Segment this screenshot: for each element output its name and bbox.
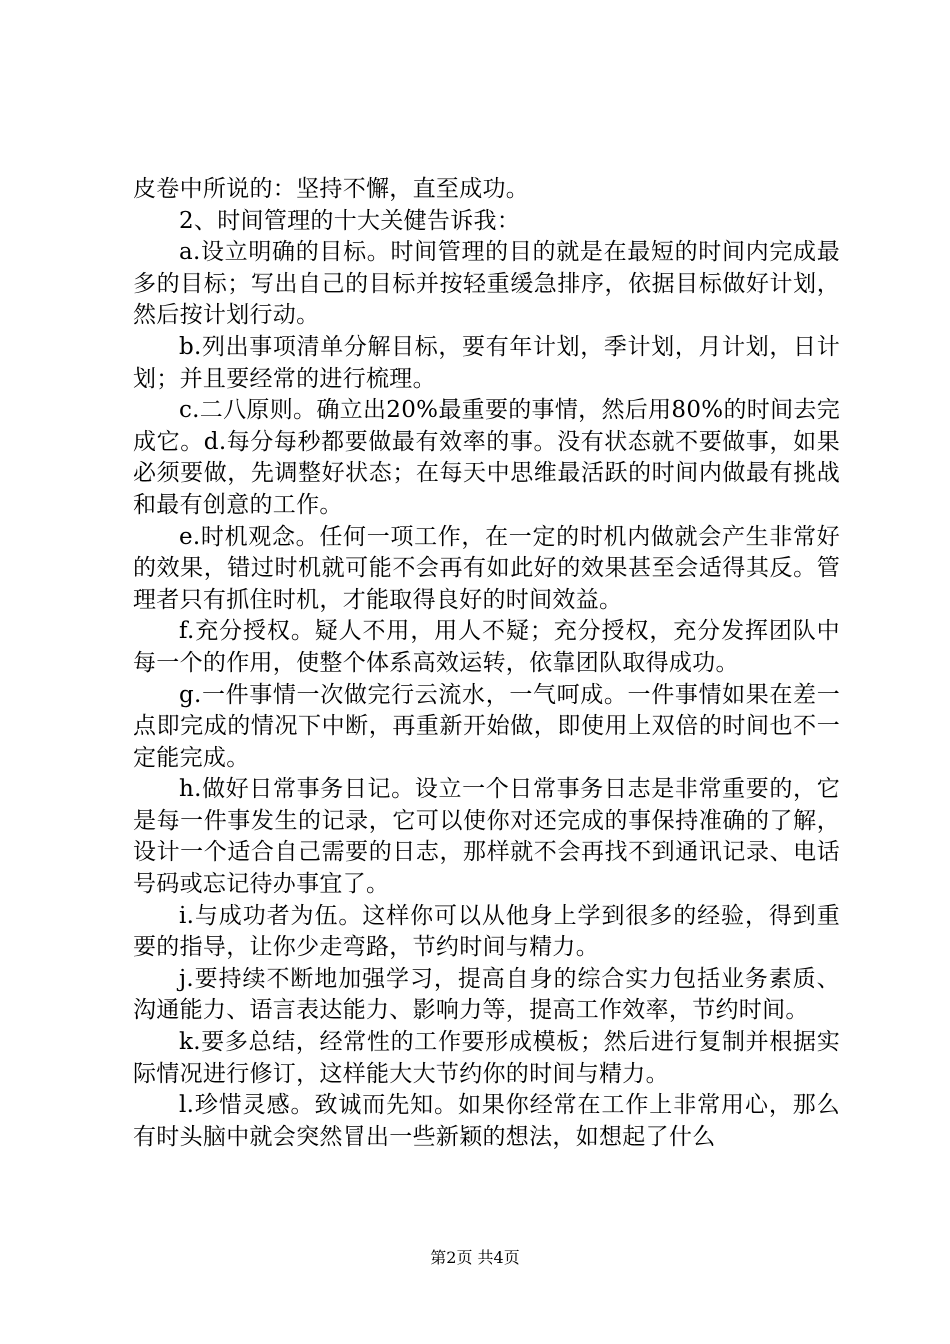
paragraph-item-j: j.要持续不断地加强学习，提高自身的综合实力包括业务素质、沟通能力、语言表达能力、影响力等，提高工作效率，节约时间。 [133,965,840,1024]
paragraph-item-g: g.一件事情一次做完行云流水，一气呵成。一件事情如果在差一点即完成的情况下中断，再重新开始做，即使用上双倍的时间也不一定能完成。 [133,681,840,771]
paragraph-item-l: l.珍惜灵感。致诚而先知。如果你经常在工作上非常用心，那么有时头脑中就会突然冒出一些新颖的想法，如想起了什么 [133,1092,840,1150]
paragraph-item-b: b.列出事项清单分解目标，要有年计划，季计划，月计划，日计划；并且要经常的进行梳理。 [133,333,840,392]
paragraph-item-f: f.充分授权。疑人不用，用人不疑；充分授权，充分发挥团队中每一个的作用，使整个体系高效运转，依靠团队取得成功。 [133,618,840,676]
paragraph-item-k: k.要多总结，经常性的工作要形成模板；然后进行复制并根据实际情况进行修订，这样能大大节约你的时间与精力。 [133,1029,840,1087]
document-body [133,174,840,1153]
paragraph-item-a: a.设立明确的目标。时间管理的目的就是在最短的时间内完成最多的目标；写出自己的目标并按轻重缓急排序，依据目标做好计划，然后按计划行动。 [133,239,840,329]
paragraph-item-e: e.时机观念。任何一项工作，在一定的时机内做就会产生非常好的效果，错过时机就可能不会再有如此好的效果甚至会适得其反。管理者只有抓住时机，才能取得良好的时间效益。 [133,523,840,613]
paragraph-item-h: h.做好日常事务日记。设立一个日常事务日志是非常重要的，它是每一件事发生的记录，它可以使你对还完成的事保持准确的了解，设计一个适合自己需要的日志，那样就不会再找不到通讯记录、电话号码或忘记待办事宜了。 [133,776,840,898]
page-number-footer: 第2页 共4页 [430,1248,520,1267]
paragraph-item-i: i.与成功者为伍。这样你可以从他身上学到很多的经验，得到重要的指导，让你少走弯路，节约时间与精力。 [133,902,840,961]
paragraph-continuation: 皮卷中所说的：坚持不懈，直至成功。 [133,176,530,202]
paragraph-item-c-d: c.二八原则。确立出20%最重要的事情，然后用80%的时间去完成它。d.每分每秒都要做最有效率的事。没有状态就不要做事，如果必须要做，先调整好状态；在每天中思维最活跃的时间内做最有挑战和最有创意的工作。 [133,397,840,518]
paragraph-heading-ten-keys: 2、时间管理的十大关健告诉我： [179,207,521,234]
